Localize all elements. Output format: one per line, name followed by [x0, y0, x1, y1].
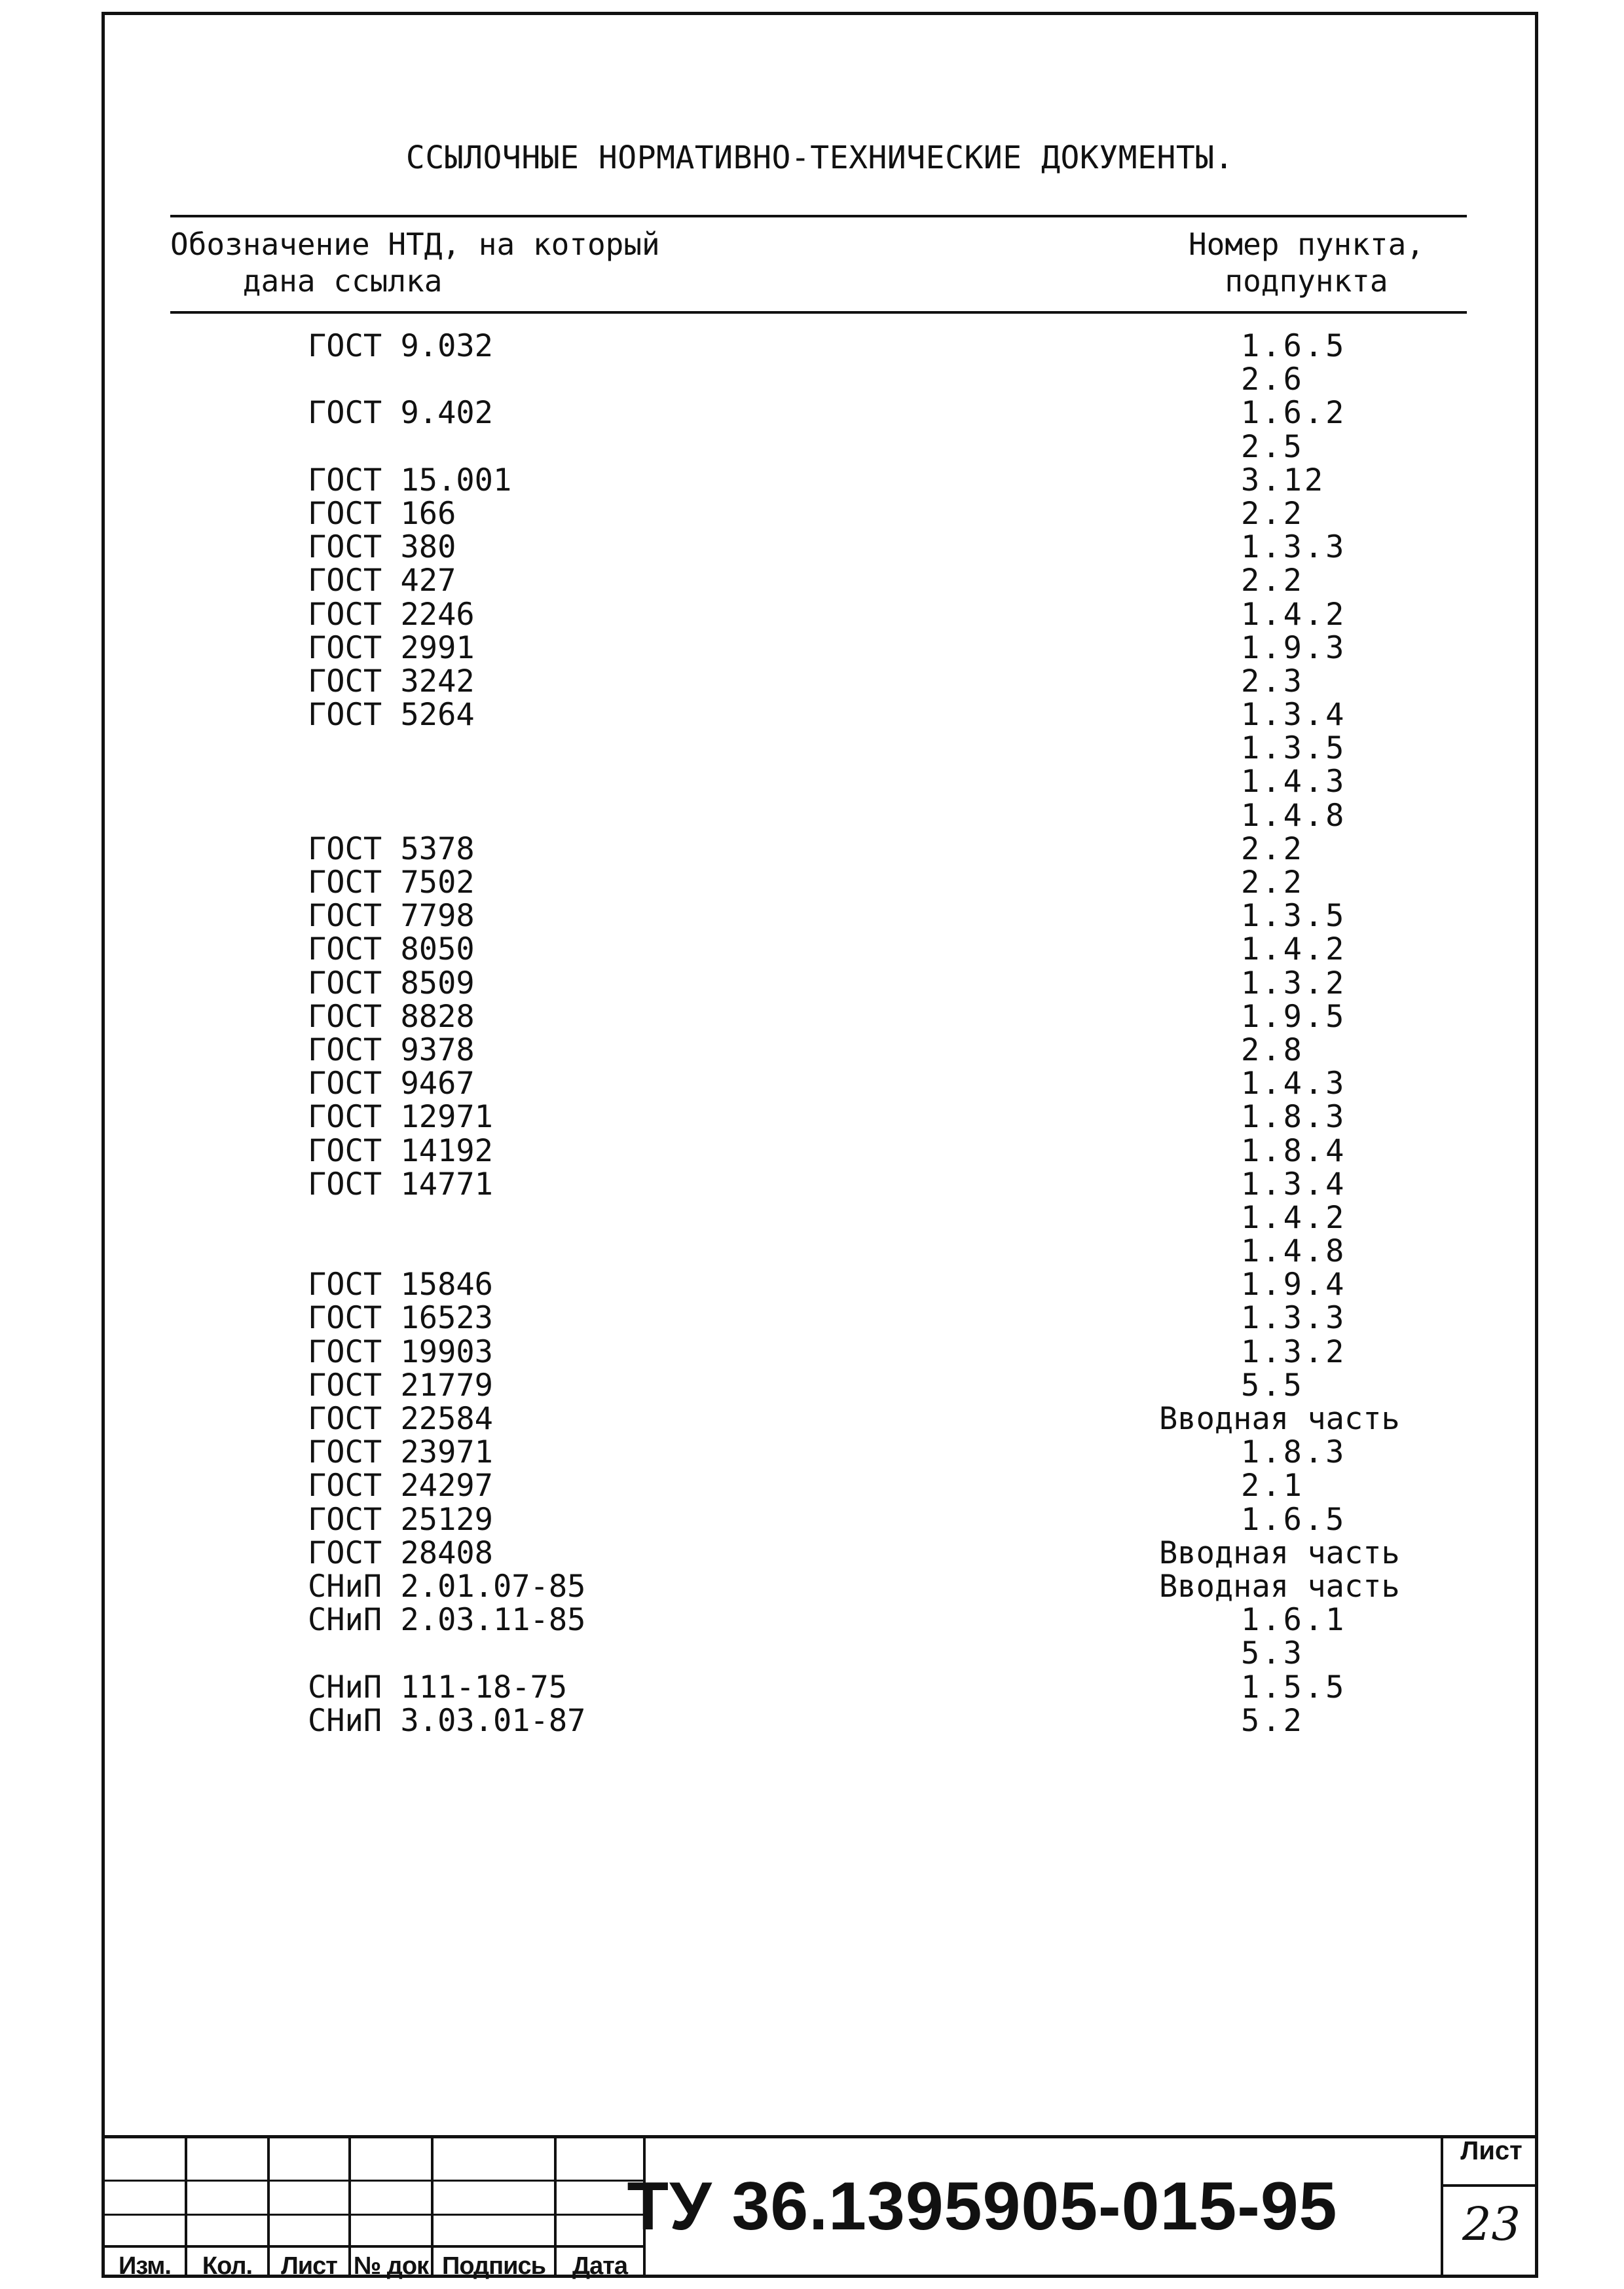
table-row — [105, 1268, 1535, 1301]
clause-number: 1.4.3 — [1241, 1066, 1347, 1102]
ntd-designation: ГОСТ 7798 — [308, 898, 475, 935]
ntd-designation: ГОСТ 16523 — [308, 1300, 493, 1337]
clause-number: 1.3.4 — [1241, 697, 1347, 734]
table-row — [105, 866, 1535, 899]
stamp-label-signature: Подпись — [442, 2252, 545, 2280]
ntd-designation: ГОСТ 9.032 — [308, 328, 493, 364]
ntd-designation: СНиП 111-18-75 — [308, 1669, 568, 1705]
clause-number: Вводная часть — [1159, 1401, 1400, 1437]
table-row — [105, 1603, 1535, 1637]
table-row — [105, 1637, 1535, 1670]
table-row — [105, 329, 1535, 363]
clause-number: 3.12 — [1241, 462, 1326, 498]
ntd-designation: ГОСТ 8509 — [308, 965, 475, 1001]
sheet-cell-divider — [1441, 2184, 1538, 2187]
table-row — [105, 698, 1535, 732]
ntd-designation: ГОСТ 8828 — [308, 998, 475, 1035]
ntd-designation: ГОСТ 380 — [308, 529, 456, 566]
clause-number: 5.3 — [1241, 1635, 1304, 1672]
ntd-designation: ГОСТ 9467 — [308, 1066, 475, 1102]
clause-number: 2.5 — [1241, 428, 1304, 465]
table-row — [105, 1000, 1535, 1033]
drawing-frame — [101, 12, 1538, 2278]
table-row — [105, 363, 1535, 396]
ntd-designation: ГОСТ 25129 — [308, 1501, 493, 1538]
table-row — [105, 1570, 1535, 1603]
stamp-label-change: Изм. — [119, 2252, 171, 2280]
clause-number: 2.2 — [1241, 563, 1304, 599]
table-row — [105, 1536, 1535, 1570]
table-row — [105, 899, 1535, 933]
clause-number: Вводная часть — [1159, 1535, 1400, 1571]
clause-number: 1.3.5 — [1241, 730, 1347, 767]
table-row — [105, 967, 1535, 1000]
clause-number: 1.5.5 — [1241, 1669, 1347, 1705]
table-row — [105, 732, 1535, 765]
clause-number: 1.8.4 — [1241, 1132, 1347, 1169]
clause-number: 1.6.2 — [1241, 395, 1347, 432]
ntd-designation: СНиП 2.03.11-85 — [308, 1602, 586, 1639]
column-header-designation: Обозначение НТД, на который дана ссылка — [170, 227, 660, 299]
title-block-top-line — [101, 2135, 1538, 2138]
table-row — [105, 665, 1535, 698]
ntd-designation: ГОСТ 24297 — [308, 1468, 493, 1504]
clause-number: 2.3 — [1241, 663, 1304, 699]
clause-number: 1.8.3 — [1241, 1099, 1347, 1136]
clause-number: 1.4.2 — [1241, 596, 1347, 633]
clause-number: 2.6 — [1241, 362, 1304, 398]
table-row — [105, 396, 1535, 430]
clause-number: 2.8 — [1241, 1032, 1304, 1068]
ntd-designation: ГОСТ 19903 — [308, 1333, 493, 1370]
clause-number: 1.8.3 — [1241, 1434, 1347, 1471]
table-row — [105, 1235, 1535, 1268]
sheet-label: Лист — [1460, 2136, 1522, 2165]
ntd-designation: ГОСТ 12971 — [308, 1099, 493, 1136]
table-row — [105, 1402, 1535, 1436]
clause-number: 1.9.3 — [1241, 629, 1347, 666]
ntd-designation: ГОСТ 15.001 — [308, 462, 512, 498]
table-row — [105, 1436, 1535, 1469]
reference-table-body — [105, 329, 1535, 1738]
clause-number: 1.6.5 — [1241, 1501, 1347, 1538]
table-row — [105, 832, 1535, 866]
table-row — [105, 765, 1535, 798]
table-row — [105, 1671, 1535, 1704]
ntd-designation: СНиП 2.01.07-85 — [308, 1568, 586, 1605]
table-row — [105, 1134, 1535, 1168]
table-row — [105, 631, 1535, 665]
clause-number: 1.4.8 — [1241, 1233, 1347, 1270]
clause-number: 1.3.2 — [1241, 1333, 1347, 1370]
table-row — [105, 464, 1535, 497]
ntd-designation: ГОСТ 9378 — [308, 1032, 475, 1068]
table-row — [105, 1369, 1535, 1402]
clause-number: 1.4.8 — [1241, 797, 1347, 834]
clause-number: 1.3.3 — [1241, 1300, 1347, 1337]
table-row — [105, 933, 1535, 966]
clause-number: 1.9.5 — [1241, 998, 1347, 1035]
ntd-designation: ГОСТ 2991 — [308, 629, 475, 666]
clause-number: 2.2 — [1241, 830, 1304, 867]
table-row — [105, 598, 1535, 631]
ntd-designation: ГОСТ 8050 — [308, 931, 475, 968]
clause-number: 1.3.2 — [1241, 965, 1347, 1001]
stamp-label-quantity: Кол. — [202, 2252, 253, 2280]
stamp-label-sheet: Лист — [281, 2252, 337, 2280]
ntd-designation: ГОСТ 5378 — [308, 830, 475, 867]
clause-number: 1.3.3 — [1241, 529, 1347, 566]
ntd-designation: ГОСТ 7502 — [308, 865, 475, 901]
table-row — [105, 799, 1535, 832]
table-header-rule — [170, 311, 1467, 314]
clause-number: 1.4.3 — [1241, 764, 1347, 800]
clause-number: 1.4.2 — [1241, 931, 1347, 968]
page-title: ССЫЛОЧНЫЕ НОРМАТИВНО-ТЕХНИЧЕСКИЕ ДОКУМЕНТЫ. — [405, 140, 1234, 176]
ntd-designation: ГОСТ 28408 — [308, 1535, 493, 1571]
clause-number: 5.5 — [1241, 1367, 1304, 1404]
table-row — [105, 530, 1535, 564]
table-row — [105, 430, 1535, 464]
table-row — [105, 1168, 1535, 1201]
table-row — [105, 1503, 1535, 1536]
clause-number: Вводная часть — [1159, 1568, 1400, 1605]
column-header-clause: Номер пункта, подпункта — [1188, 227, 1425, 299]
ntd-designation: ГОСТ 166 — [308, 495, 456, 532]
table-row — [105, 1033, 1535, 1067]
ntd-designation: ГОСТ 22584 — [308, 1401, 493, 1437]
sheet-number: 23 — [1462, 2197, 1521, 2251]
ntd-designation: ГОСТ 14192 — [308, 1132, 493, 1169]
ntd-designation: СНиП 3.03.01-87 — [308, 1702, 586, 1739]
clause-number: 5.2 — [1241, 1702, 1304, 1739]
ntd-designation: ГОСТ 9.402 — [308, 395, 493, 432]
clause-number: 1.3.5 — [1241, 898, 1347, 935]
table-row — [105, 1067, 1535, 1100]
title-block-col-line — [1441, 2135, 1443, 2278]
ntd-designation: ГОСТ 5264 — [308, 697, 475, 734]
ntd-designation: ГОСТ 14771 — [308, 1166, 493, 1202]
ntd-designation: ГОСТ 15846 — [308, 1267, 493, 1303]
table-row — [105, 564, 1535, 597]
ntd-designation: ГОСТ 2246 — [308, 596, 475, 633]
table-row — [105, 1201, 1535, 1235]
stamp-label-doc-number: № док — [353, 2252, 429, 2280]
document-number: ТУ 36.1395905-015-95 — [627, 2168, 1338, 2244]
table-row — [105, 1704, 1535, 1738]
clause-number: 1.9.4 — [1241, 1267, 1347, 1303]
clause-number: 1.6.5 — [1241, 328, 1347, 364]
clause-number: 2.2 — [1241, 865, 1304, 901]
stamp-label-date: Дата — [572, 2252, 627, 2280]
table-row — [105, 497, 1535, 530]
table-row — [105, 1301, 1535, 1335]
table-top-rule — [170, 215, 1467, 217]
table-row — [105, 1100, 1535, 1134]
ntd-designation: ГОСТ 23971 — [308, 1434, 493, 1471]
ntd-designation: ГОСТ 427 — [308, 563, 456, 599]
clause-number: 1.4.2 — [1241, 1199, 1347, 1236]
clause-number: 2.2 — [1241, 495, 1304, 532]
ntd-designation: ГОСТ 21779 — [308, 1367, 493, 1404]
clause-number: 1.6.1 — [1241, 1602, 1347, 1639]
ntd-designation: ГОСТ 3242 — [308, 663, 475, 699]
table-row — [105, 1469, 1535, 1502]
clause-number: 1.3.4 — [1241, 1166, 1347, 1202]
clause-number: 2.1 — [1241, 1468, 1304, 1504]
table-row — [105, 1335, 1535, 1369]
